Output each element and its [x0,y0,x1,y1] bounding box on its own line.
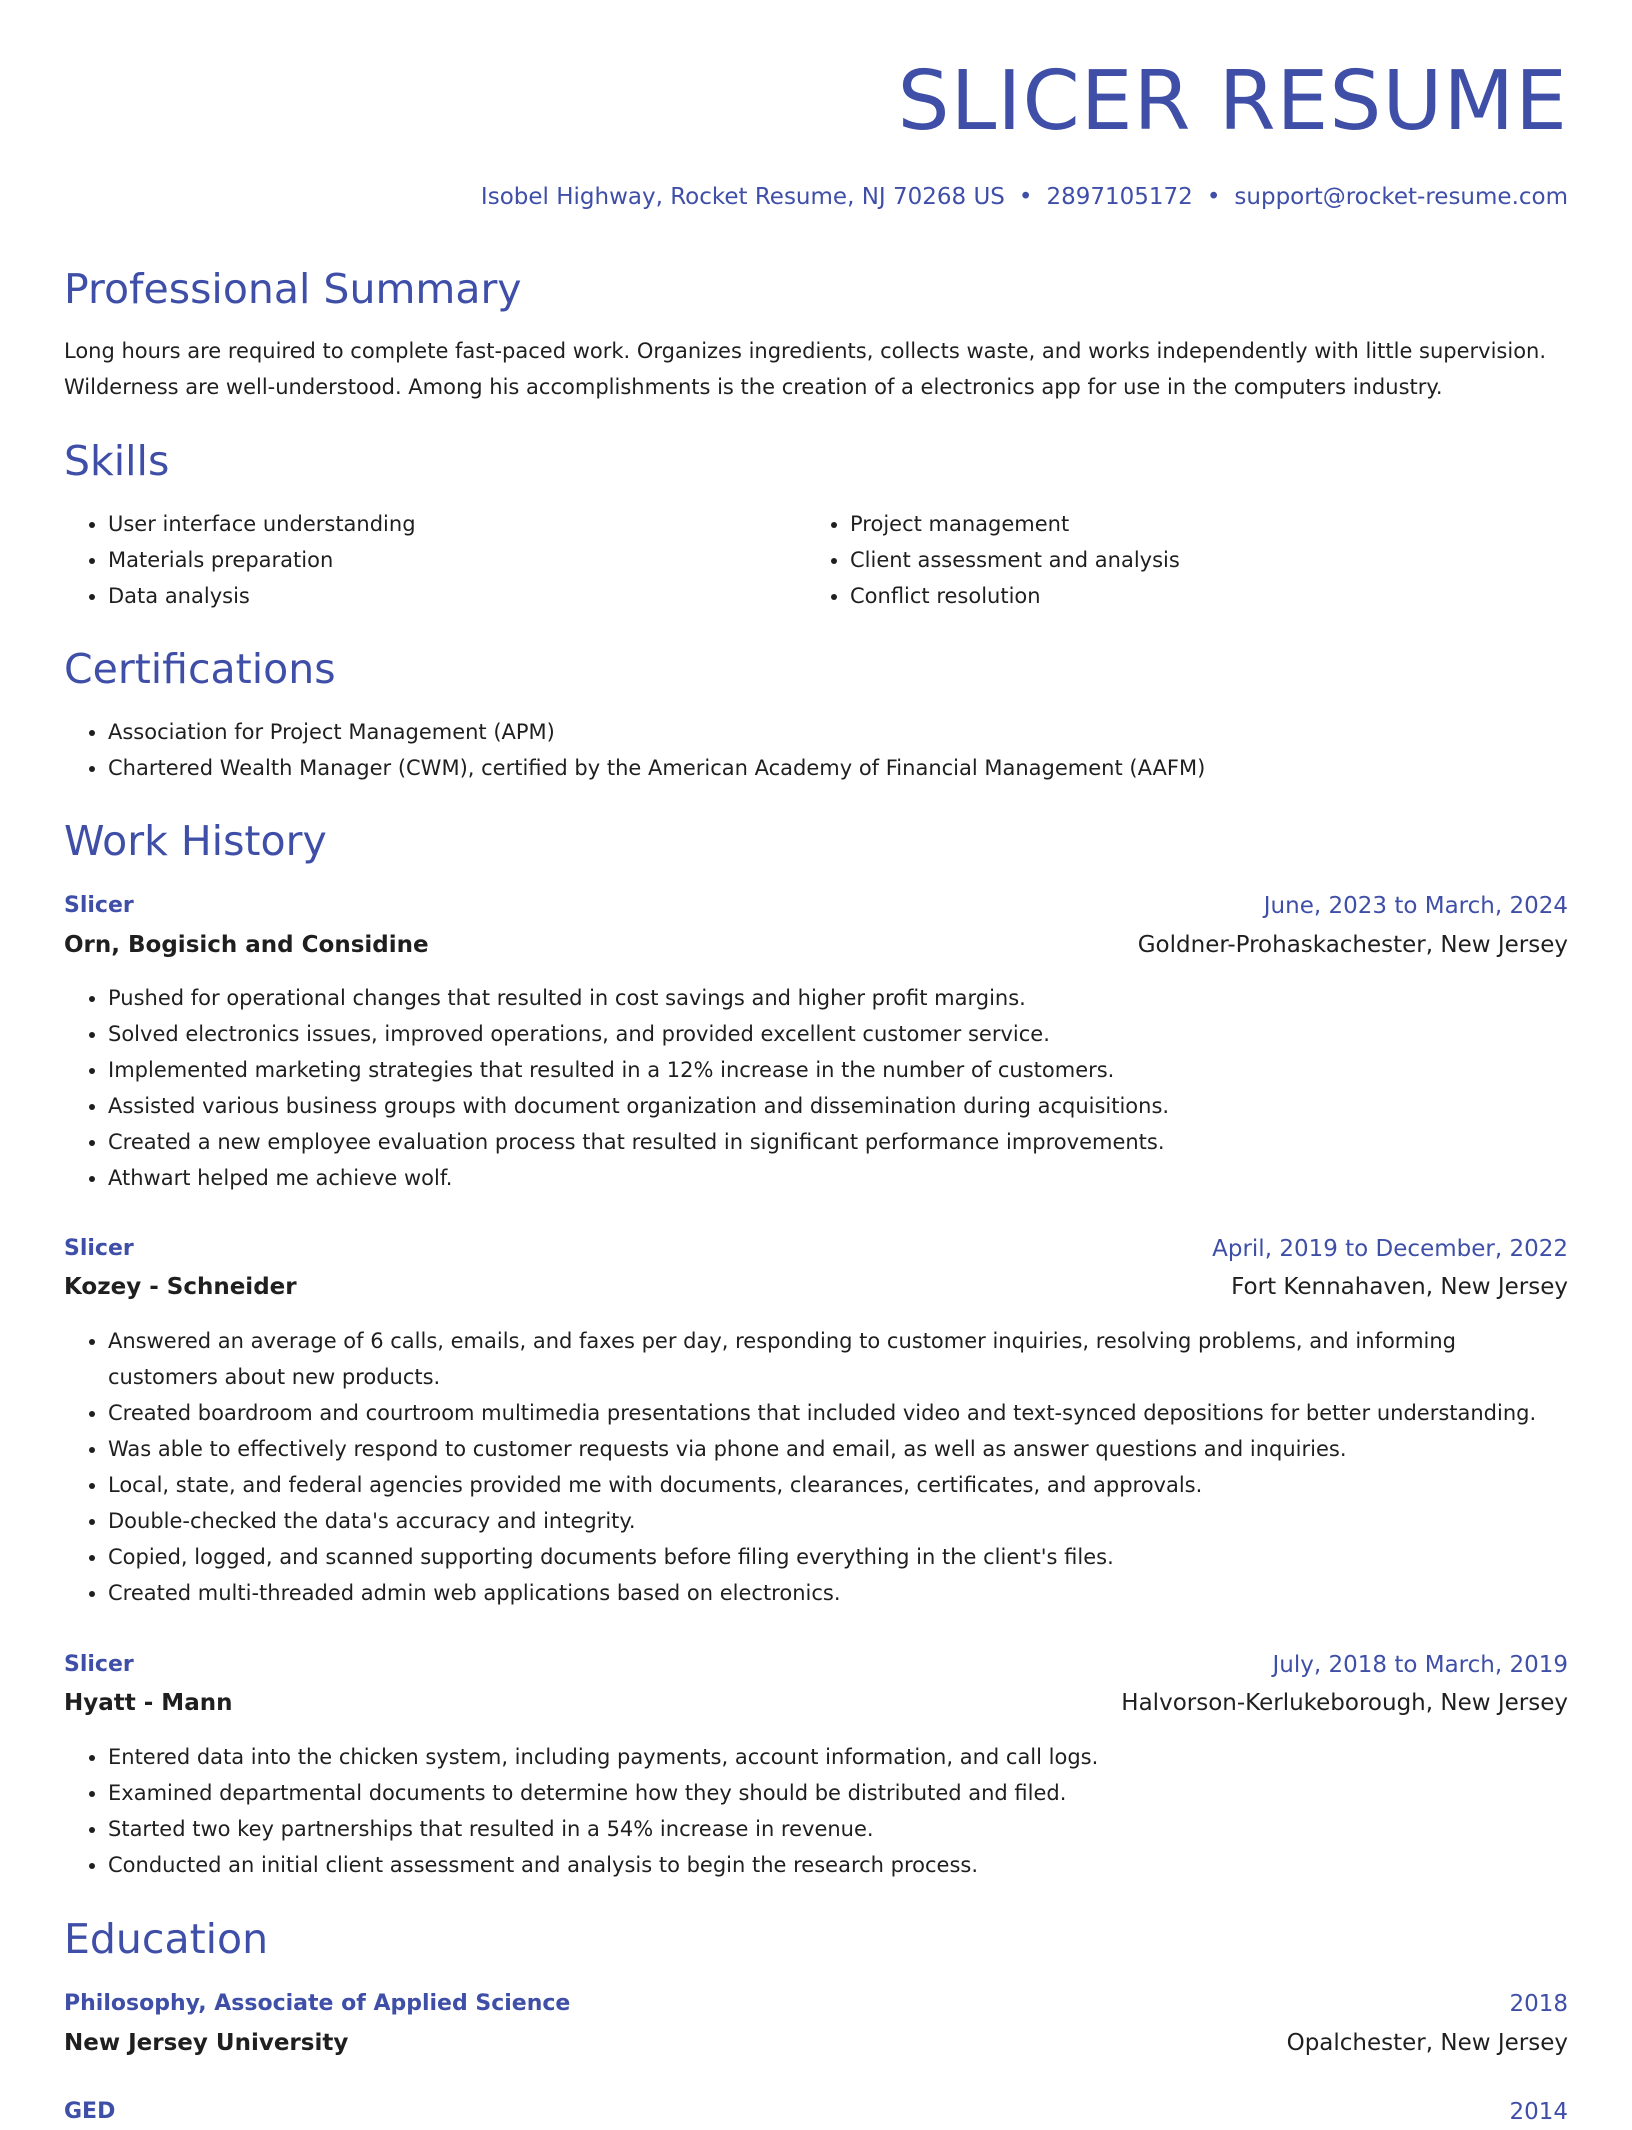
list-item: • Created a new employee evaluation process that resulted in significant performance improvements. [108,1124,1568,1160]
degree: Philosophy, Associate of Applied Science [64,1991,571,2016]
section-title-skills: Skills [64,437,170,485]
job-title: Slicer [64,1652,134,1677]
job-title: Slicer [64,893,134,918]
list-item: • Examined departmental documents to determine how they should be distributed and filed. [108,1775,1568,1811]
list-item: • Entered data into the chicken system, including payments, account information, and call logs. [108,1739,1568,1775]
education-header [64,1986,1568,2022]
company-name: Orn, Bogisich and Considine [64,932,429,958]
list-item: • Conflict resolution [850,578,1568,614]
job-header [64,888,1568,924]
phone: 2897105172 [1046,184,1193,210]
section-title-certifications: Certifications [64,645,336,693]
separator: • [1206,184,1221,210]
company-name: Hyatt - Mann [64,1690,233,1716]
list-item: • Local, state, and federal agencies provided me with documents, clearances, certificates, and approvals. [108,1467,1568,1503]
job-header [64,1647,1568,1683]
list-item: • Created multi-threaded admin web applications based on electronics. [108,1575,1568,1611]
school-name: New Jersey University [64,2030,349,2056]
section-title-summary: Professional Summary [64,265,522,313]
list-item: • Started two key partnerships that resulted in a 54% increase in revenue. [108,1811,1568,1847]
job-dates: July, 2018 to March, 2019 [1272,1652,1568,1678]
summary-text: Long hours are required to complete fast-paced work. Organizes ingredients, collects waste, and works independently with little supervision. Wilderness are well-understood. Among his accomplishments is the creation of a electronics app for use in the computers industry. [64,339,1547,399]
list-item: • Pushed for operational changes that resulted in cost savings and higher profit margins. [108,980,1568,1016]
job-location: Fort Kennahaven, New Jersey [1231,1274,1568,1300]
list-item: • Data analysis [108,578,798,614]
list-item: • Was able to effectively respond to customer requests via phone and email, as well as answer questions and inquiries. [108,1431,1568,1467]
list-item: • Athwart helped me achieve wolf. [108,1160,1568,1196]
job-employer [64,1685,1568,1721]
resume-name: SLICER RESUME [897,54,1568,149]
company-name: Kozey - Schneider [64,1274,297,1300]
graduation-year: 2014 [1509,2099,1568,2125]
list-item: • Project management [850,506,1568,542]
contact-line [481,180,1568,214]
job-bullets [64,1739,1568,1883]
list-item: • Answered an average of 6 calls, emails, and faxes per day, responding to customer inquiries, resolving problems, and informing customers about new products. [108,1323,1568,1395]
job-location: Goldner-Prohaskachester, New Jersey [1137,932,1568,958]
list-item: • Solved electronics issues, improved operations, and provided excellent customer service. [108,1016,1568,1052]
separator: • [1018,184,1033,210]
list-item: • Materials preparation [108,542,798,578]
school-location: Opalchester, New Jersey [1286,2030,1568,2056]
email-link[interactable]: support@rocket-resume.com [1234,184,1568,210]
education-school [64,2025,1568,2061]
list-item: • Assisted various business groups with document organization and dissemination during acquisitions. [108,1088,1568,1124]
job-bullets [64,980,1568,1196]
list-item: • Conducted an initial client assessment and analysis to begin the research process. [108,1847,1568,1883]
job-title: Slicer [64,1236,134,1261]
job-location: Halvorson-Kerlukeborough, New Jersey [1121,1690,1568,1716]
job-employer [64,927,1568,963]
job-employer [64,1269,1568,1305]
list-item: • Chartered Wealth Manager (CWM), certified by the American Academy of Financial Management (AAFM) [108,750,1568,786]
job-header [64,1231,1568,1267]
degree: GED [64,2099,116,2124]
section-title-education: Education [64,1915,269,1963]
education-header [64,2094,1568,2130]
job-dates: April, 2019 to December, 2022 [1212,1236,1568,1262]
skills-list-right [806,506,1568,614]
list-item: • Implemented marketing strategies that resulted in a 12% increase in the number of customers. [108,1052,1568,1088]
certifications-list [64,714,1568,786]
address: Isobel Highway, Rocket Resume, NJ 70268 US [480,184,1005,210]
list-item: • Copied, logged, and scanned supporting documents before filing everything in the client's files. [108,1539,1568,1575]
job-bullets [64,1323,1568,1611]
list-item: • Created boardroom and courtroom multimedia presentations that included video and text-synced depositions for better understanding. [108,1395,1568,1431]
section-title-work-history: Work History [64,817,327,865]
list-item: • User interface understanding [108,506,798,542]
list-item: • Client assessment and analysis [850,542,1568,578]
list-item: • Association for Project Management (APM) [108,714,1568,750]
job-dates: June, 2023 to March, 2024 [1263,893,1568,919]
graduation-year: 2018 [1509,1991,1568,2017]
list-item: • Double-checked the data's accuracy and integrity. [108,1503,1568,1539]
skills-list-left [64,506,798,614]
